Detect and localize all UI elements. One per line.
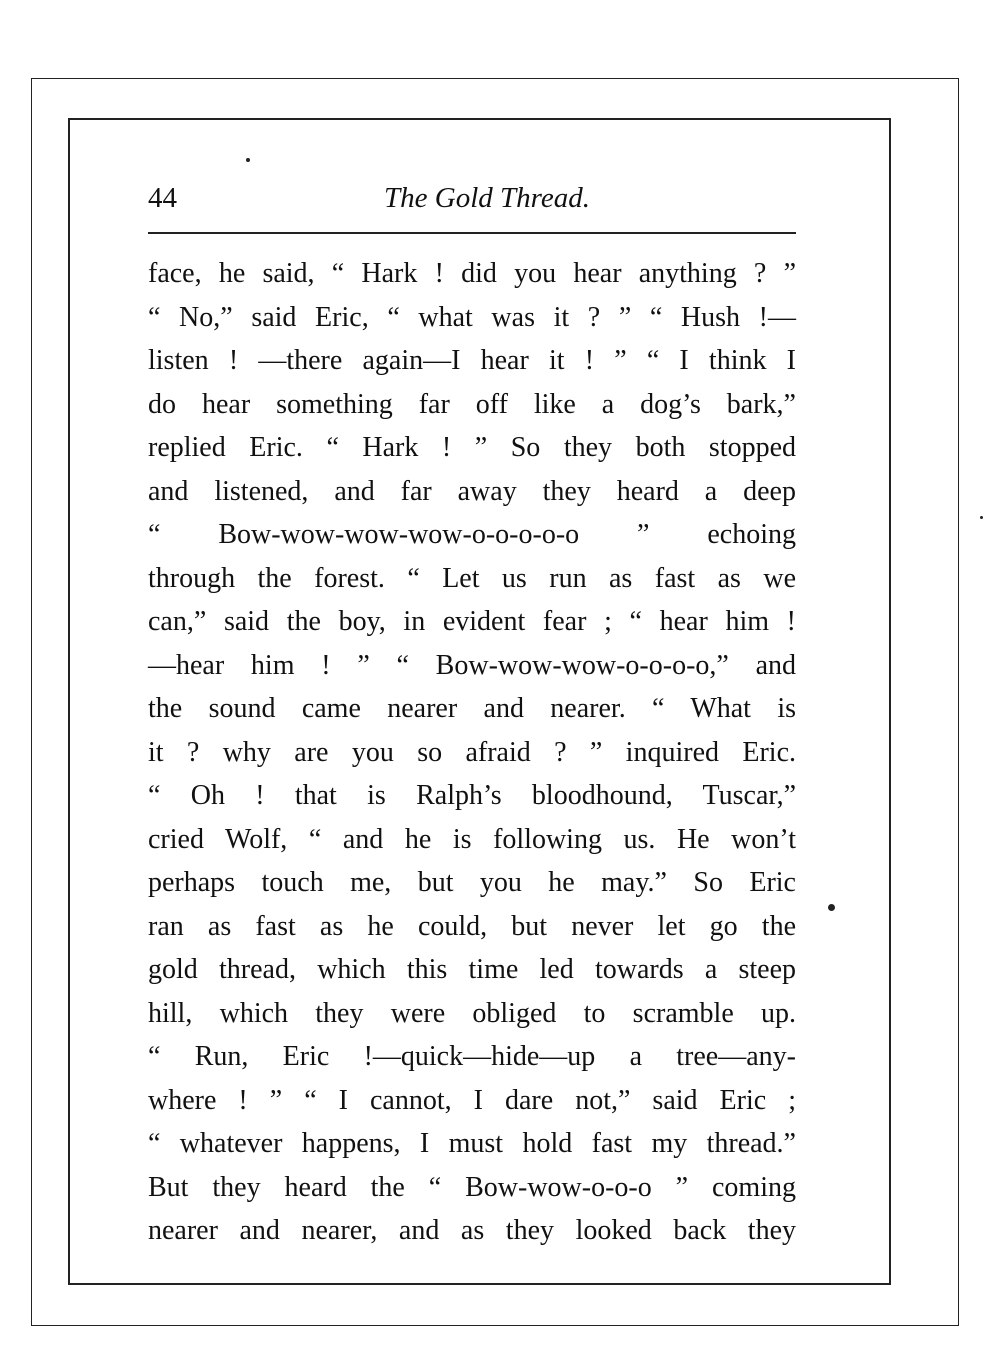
running-title: The Gold Thread.: [384, 182, 590, 214]
text-line: it ? why are you so afraid ? ” inquired Eric.: [148, 736, 796, 768]
text-line: hill, which they were obliged to scramble up.: [148, 997, 796, 1029]
header-rule: [148, 232, 796, 234]
text-line: cried Wolf, “ and he is following us. He won’t: [148, 823, 796, 855]
page-header: [148, 178, 796, 218]
ink-speck: [828, 904, 835, 911]
text-line: —hear him ! ” “ Bow-wow-wow-o-o-o-o,” and: [148, 649, 796, 681]
ink-speck: [246, 158, 250, 162]
text-line: face, he said, “ Hark ! did you hear anything ? ”: [148, 258, 796, 289]
text-line: and listened, and far away they heard a deep: [148, 475, 796, 507]
text-line: do hear something far off like a dog’s bark,”: [148, 388, 796, 420]
text-line: ran as fast as he could, but never let go the: [148, 910, 796, 942]
text-line: But they heard the “ Bow-wow-o-o-o ” coming: [148, 1171, 796, 1203]
text-line: listen ! —there again—I hear it ! ” “ I think I: [148, 345, 796, 376]
text-line: “ Bow-wow-wow-wow-o-o-o-o-o ” echoing: [148, 519, 796, 550]
text-line: replied Eric. “ Hark ! ” So they both stopped: [148, 432, 796, 463]
text-line: where ! ” “ I cannot, I dare not,” said Eric ;: [148, 1084, 796, 1116]
text-line: gold thread, which this time led towards a steep: [148, 954, 796, 985]
text-line: nearer and nearer, and as they looked back they: [148, 1215, 796, 1246]
text-line: “ Run, Eric !—quick—hide—up a tree—any-: [148, 1041, 796, 1072]
ink-speck: [980, 516, 983, 519]
text-line: “ Oh ! that is Ralph’s bloodhound, Tuscar,”: [148, 780, 796, 811]
text-line: through the forest. “ Let us run as fast as we: [148, 562, 796, 594]
text-line: “ whatever happens, I must hold fast my thread.”: [148, 1128, 796, 1159]
page-number: 44: [148, 182, 177, 214]
body-text: [148, 252, 796, 1253]
text-line: perhaps touch me, but you he may.” So Eric: [148, 867, 796, 898]
text-line: “ No,” said Eric, “ what was it ? ” “ Hush !—: [148, 301, 796, 333]
text-line: the sound came nearer and nearer. “ What is: [148, 693, 796, 724]
text-line: can,” said the boy, in evident fear ; “ hear him !: [148, 606, 796, 637]
